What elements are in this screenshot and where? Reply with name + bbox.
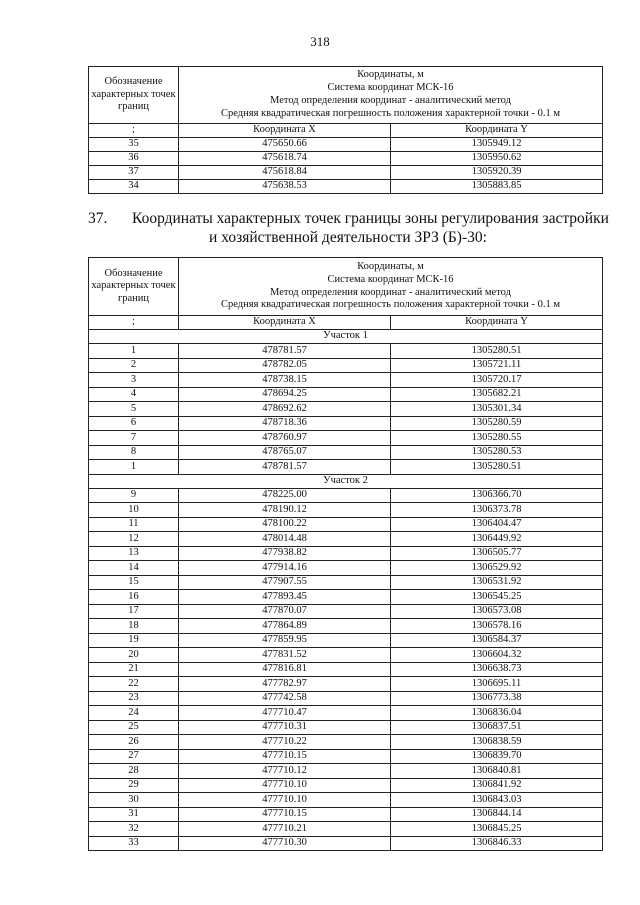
- table-row: [89, 735, 603, 750]
- coordinate-y-cell: 1305682.21: [391, 387, 603, 402]
- coordinate-y-cell: 1305280.51: [391, 344, 603, 359]
- point-number-cell: 3: [89, 373, 179, 388]
- coordinate-x-cell: 477914.16: [179, 561, 391, 576]
- section-title-line1: Координаты характерных точек границы зоны регулирования застройки: [132, 210, 609, 227]
- coord-method: Метод определения координат - аналитический метод: [270, 286, 511, 298]
- col-index-header: ;: [89, 316, 179, 330]
- table-row: [89, 344, 603, 359]
- point-number-cell: 12: [89, 532, 179, 547]
- table-row: [89, 648, 603, 663]
- point-number-cell: 35: [89, 138, 179, 152]
- table-row: [89, 532, 603, 547]
- point-number-cell: 10: [89, 503, 179, 518]
- coordinate-x-cell: 478760.97: [179, 431, 391, 446]
- coordinate-y-cell: 1305280.51: [391, 460, 603, 475]
- table-row: [89, 445, 603, 460]
- table-row: [89, 749, 603, 764]
- coordinate-x-cell: 478014.48: [179, 532, 391, 547]
- point-number-cell: 31: [89, 807, 179, 822]
- point-number-cell: 1: [89, 344, 179, 359]
- point-number-cell: 24: [89, 706, 179, 721]
- col-index-header: ;: [89, 124, 179, 138]
- coordinate-x-cell: 477782.97: [179, 677, 391, 692]
- point-number-cell: 11: [89, 517, 179, 532]
- col-x-header: Координата X: [179, 124, 391, 138]
- point-number-cell: 27: [89, 749, 179, 764]
- table-row: [89, 822, 603, 837]
- plot-title-row: [89, 330, 603, 344]
- coordinate-y-cell: 1306638.73: [391, 662, 603, 677]
- coordinate-y-cell: 1305280.55: [391, 431, 603, 446]
- coordinate-y-cell: 1305920.39: [391, 166, 603, 180]
- point-number-cell: 34: [89, 180, 179, 194]
- coord-units: Координаты, м: [357, 69, 424, 81]
- coordinate-x-cell: 477710.22: [179, 735, 391, 750]
- table-row: [89, 152, 603, 166]
- table-row: [89, 706, 603, 721]
- coordinate-x-cell: 478782.05: [179, 358, 391, 373]
- table-row: [89, 373, 603, 388]
- coordinates-table: [88, 257, 603, 851]
- coordinate-x-cell: 477710.21: [179, 822, 391, 837]
- section-title-line2: и хозяйственной деятельности ЗРЗ (Б)-30:: [209, 229, 487, 246]
- table-row: [89, 604, 603, 619]
- point-number-cell: 7: [89, 431, 179, 446]
- point-number-cell: 25: [89, 720, 179, 735]
- coordinate-x-cell: 477831.52: [179, 648, 391, 663]
- point-number-cell: 26: [89, 735, 179, 750]
- coordinate-x-cell: 477710.10: [179, 778, 391, 793]
- coordinate-x-cell: 478225.00: [179, 488, 391, 503]
- coordinate-x-cell: 475638.53: [179, 180, 391, 194]
- coordinate-x-cell: 477870.07: [179, 604, 391, 619]
- coordinate-x-cell: 477710.31: [179, 720, 391, 735]
- point-number-cell: 2: [89, 358, 179, 373]
- table-row: [89, 416, 603, 431]
- coordinate-x-cell: 477710.47: [179, 706, 391, 721]
- point-number-cell: 18: [89, 619, 179, 634]
- coordinate-x-cell: 477893.45: [179, 590, 391, 605]
- table-row: [89, 575, 603, 590]
- coordinate-x-cell: 477938.82: [179, 546, 391, 561]
- point-number-cell: 17: [89, 604, 179, 619]
- coordinate-y-cell: 1306837.51: [391, 720, 603, 735]
- coordinate-y-cell: 1306843.03: [391, 793, 603, 808]
- plot-title: Участок 1: [89, 330, 603, 344]
- coordinate-y-cell: 1305950.62: [391, 152, 603, 166]
- table-row: [89, 662, 603, 677]
- coord-accuracy: Средняя квадратическая погрешность положения характерной точки - 0.1 м: [221, 299, 560, 311]
- coordinate-x-cell: 475618.74: [179, 152, 391, 166]
- coordinate-y-cell: 1306695.11: [391, 677, 603, 692]
- coordinate-x-cell: 477907.55: [179, 575, 391, 590]
- point-number-cell: 21: [89, 662, 179, 677]
- table-row: [89, 691, 603, 706]
- table-row: [89, 836, 603, 851]
- plot-title: Участок 2: [89, 474, 603, 488]
- coordinate-x-cell: 477859.95: [179, 633, 391, 648]
- column-header-row: [89, 124, 603, 138]
- table-row: [89, 460, 603, 475]
- table-row: [89, 517, 603, 532]
- coordinate-x-cell: 477742.58: [179, 691, 391, 706]
- coordinate-y-cell: 1306573.08: [391, 604, 603, 619]
- section-number: 37.: [88, 210, 108, 227]
- point-label-header: Обозначение характерных точек границ: [89, 258, 179, 316]
- coord-accuracy: Средняя квадратическая погрешность положения характерной точки - 0.1 м: [221, 107, 560, 119]
- coordinate-x-cell: 478692.62: [179, 402, 391, 417]
- coordinate-x-cell: 478100.22: [179, 517, 391, 532]
- table-row: [89, 546, 603, 561]
- point-number-cell: 28: [89, 764, 179, 779]
- coordinate-y-cell: 1306584.37: [391, 633, 603, 648]
- table-row: [89, 633, 603, 648]
- table-row: [89, 166, 603, 180]
- coordinate-y-cell: 1306844.14: [391, 807, 603, 822]
- table-row: [89, 590, 603, 605]
- point-number-cell: 13: [89, 546, 179, 561]
- plot-title-row: [89, 474, 603, 488]
- point-number-cell: 15: [89, 575, 179, 590]
- coordinate-y-cell: 1306841.92: [391, 778, 603, 793]
- col-x-header: Координата X: [179, 316, 391, 330]
- table-row: [89, 778, 603, 793]
- point-number-cell: 4: [89, 387, 179, 402]
- coordinate-y-cell: 1305883.85: [391, 180, 603, 194]
- point-number-cell: 5: [89, 402, 179, 417]
- header-row: [89, 67, 603, 124]
- coordinate-y-cell: 1306845.25: [391, 822, 603, 837]
- coordinate-y-cell: 1306840.81: [391, 764, 603, 779]
- coordinate-y-cell: 1306449.92: [391, 532, 603, 547]
- table-row: [89, 619, 603, 634]
- coordinate-x-cell: 478718.36: [179, 416, 391, 431]
- coordinate-y-cell: 1306578.16: [391, 619, 603, 634]
- table-row: [89, 138, 603, 152]
- table-row: [89, 807, 603, 822]
- page-number: 318: [310, 34, 330, 49]
- coordinate-y-cell: 1306838.59: [391, 735, 603, 750]
- coordinate-y-cell: 1306366.70: [391, 488, 603, 503]
- coordinate-y-cell: 1306545.25: [391, 590, 603, 605]
- coordinate-x-cell: 478190.12: [179, 503, 391, 518]
- coord-units: Координаты, м: [357, 260, 424, 272]
- table-row: [89, 402, 603, 417]
- point-number-cell: 14: [89, 561, 179, 576]
- coordinate-y-cell: 1306529.92: [391, 561, 603, 576]
- point-number-cell: 36: [89, 152, 179, 166]
- table-row: [89, 387, 603, 402]
- point-number-cell: 19: [89, 633, 179, 648]
- coordinate-x-cell: 478765.07: [179, 445, 391, 460]
- point-number-cell: 20: [89, 648, 179, 663]
- coordinate-y-cell: 1306505.77: [391, 546, 603, 561]
- coordinate-x-cell: 478738.15: [179, 373, 391, 388]
- coordinate-y-cell: 1305301.34: [391, 402, 603, 417]
- table-row: [89, 720, 603, 735]
- coordinate-x-cell: 478781.57: [179, 460, 391, 475]
- point-number-cell: 29: [89, 778, 179, 793]
- table-row: [89, 561, 603, 576]
- point-number-cell: 1: [89, 460, 179, 475]
- coordinate-y-cell: 1306373.78: [391, 503, 603, 518]
- header-row: [89, 258, 603, 316]
- coordinate-y-cell: 1305280.59: [391, 416, 603, 431]
- coord-system: Система координат МСК-16: [327, 273, 454, 285]
- coordinate-x-cell: 478781.57: [179, 344, 391, 359]
- table-row: [89, 358, 603, 373]
- table-row: [89, 431, 603, 446]
- point-number-cell: 16: [89, 590, 179, 605]
- coord-system: Система координат МСК-16: [327, 82, 454, 94]
- coordinate-x-cell: 477710.12: [179, 764, 391, 779]
- col-y-header: Координата Y: [391, 124, 603, 138]
- coordinate-x-cell: 478694.25: [179, 387, 391, 402]
- point-number-cell: 9: [89, 488, 179, 503]
- table-row: [89, 488, 603, 503]
- coordinates-table-continued: [88, 66, 603, 194]
- coordinate-y-cell: 1305280.53: [391, 445, 603, 460]
- coordinate-y-cell: 1306531.92: [391, 575, 603, 590]
- point-number-cell: 22: [89, 677, 179, 692]
- coordinate-x-cell: 477710.10: [179, 793, 391, 808]
- table-row: [89, 793, 603, 808]
- coordinate-y-cell: 1306404.47: [391, 517, 603, 532]
- coordinate-x-cell: 477864.89: [179, 619, 391, 634]
- coordinate-y-cell: 1306839.70: [391, 749, 603, 764]
- point-number-cell: 33: [89, 836, 179, 851]
- coordinate-x-cell: 475618.84: [179, 166, 391, 180]
- col-y-header: Координата Y: [391, 316, 603, 330]
- coordinate-x-cell: 475650.66: [179, 138, 391, 152]
- coordinate-x-cell: 477816.81: [179, 662, 391, 677]
- point-number-cell: 8: [89, 445, 179, 460]
- table-row: [89, 677, 603, 692]
- coordinate-x-cell: 477710.15: [179, 749, 391, 764]
- coordinate-y-cell: 1305721.11: [391, 358, 603, 373]
- coordinate-x-cell: 477710.30: [179, 836, 391, 851]
- coordinate-x-cell: 477710.15: [179, 807, 391, 822]
- coordinate-y-cell: 1305720.17: [391, 373, 603, 388]
- point-number-cell: 37: [89, 166, 179, 180]
- coordinate-y-cell: 1305949.12: [391, 138, 603, 152]
- column-header-row: [89, 316, 603, 330]
- coordinate-y-cell: 1306846.33: [391, 836, 603, 851]
- table-row: [89, 503, 603, 518]
- point-number-cell: 6: [89, 416, 179, 431]
- coord-method: Метод определения координат - аналитический метод: [270, 95, 511, 106]
- coordinate-y-cell: 1306604.32: [391, 648, 603, 663]
- point-label-header: Обозначение характерных точек границ: [89, 67, 179, 124]
- table-row: [89, 764, 603, 779]
- coordinate-y-cell: 1306836.04: [391, 706, 603, 721]
- point-number-cell: 23: [89, 691, 179, 706]
- table-row: [89, 180, 603, 194]
- coordinate-y-cell: 1306773.38: [391, 691, 603, 706]
- point-number-cell: 32: [89, 822, 179, 837]
- coordinates-meta-header: [179, 67, 603, 124]
- coordinates-meta-header: [179, 258, 603, 316]
- point-number-cell: 30: [89, 793, 179, 808]
